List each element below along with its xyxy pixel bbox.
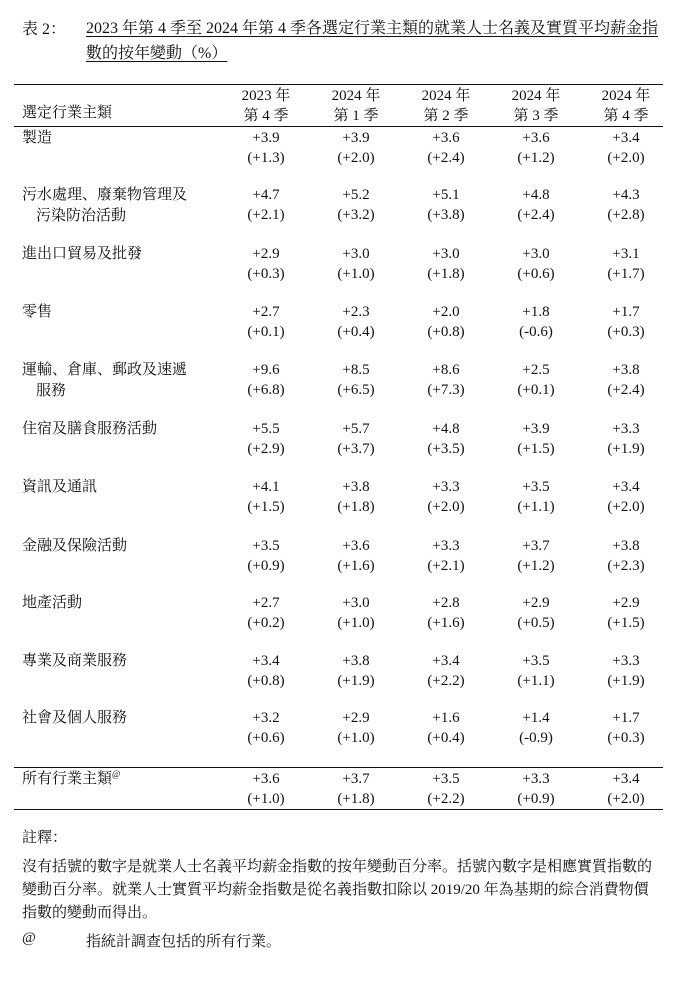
real-change: (+2.1) [247, 207, 285, 223]
nominal-change: +5.1 [432, 187, 460, 203]
value-cell [586, 769, 666, 809]
row-header-label: 選定行業主類 [22, 105, 113, 121]
real-change: (+1.2) [517, 558, 555, 574]
real-change: (+0.4) [427, 730, 465, 746]
nominal-change: +3.6 [342, 538, 370, 554]
real-change: (+1.0) [337, 730, 375, 746]
nominal-change: +3.2 [252, 710, 280, 726]
real-change: (+1.5) [517, 441, 555, 457]
real-change: (+3.5) [427, 441, 465, 457]
real-change: (+0.1) [517, 382, 555, 398]
footnote-text: 指統計調查包括的所有行業。 [86, 934, 282, 950]
industry-name [22, 477, 222, 498]
column-quarter: 第 4 季 [243, 108, 289, 124]
real-change: (+1.8) [337, 791, 375, 807]
value-cell [586, 536, 666, 576]
real-change: (+1.0) [337, 266, 375, 282]
value-cell [496, 419, 576, 459]
value-cell [406, 477, 486, 517]
real-change: (+3.8) [427, 207, 465, 223]
value-cell [586, 128, 666, 168]
value-cell [496, 593, 576, 633]
nominal-change: +2.5 [522, 362, 550, 378]
real-change: (+2.0) [607, 499, 645, 515]
value-cell [316, 360, 396, 400]
nominal-change: +3.5 [522, 653, 550, 669]
industry-name-line1: 進出口貿易及批發 [22, 246, 143, 262]
real-change: (+2.0) [607, 150, 645, 166]
nominal-change: +5.7 [342, 421, 370, 437]
real-change: (+0.3) [607, 730, 645, 746]
nominal-change: +3.8 [342, 479, 370, 495]
real-change: (+1.7) [607, 266, 645, 282]
value-cell [316, 185, 396, 225]
value-cell [496, 651, 576, 691]
nominal-change: +3.4 [612, 479, 640, 495]
industry-name [22, 419, 222, 440]
column-quarter: 第 4 季 [603, 108, 649, 124]
real-change: (+2.9) [247, 441, 285, 457]
nominal-change: +3.8 [612, 362, 640, 378]
nominal-change: +9.6 [252, 362, 280, 378]
industry-name [22, 302, 222, 323]
nominal-change: +3.3 [432, 479, 460, 495]
value-cell [316, 651, 396, 691]
real-change: (+1.9) [607, 673, 645, 689]
nominal-change: +2.0 [432, 304, 460, 320]
value-cell [316, 708, 396, 748]
nominal-change: +3.0 [522, 246, 550, 262]
value-cell [316, 593, 396, 633]
industry-name-line2: 服務 [36, 383, 67, 399]
value-cell [226, 360, 306, 400]
industry-name-line1: 資訊及通訊 [22, 479, 98, 495]
value-cell [586, 360, 666, 400]
nominal-change: +3.3 [522, 771, 550, 787]
real-change: (+2.0) [427, 499, 465, 515]
nominal-change: +3.5 [432, 771, 460, 787]
real-change: (+3.7) [337, 441, 375, 457]
value-cell [406, 593, 486, 633]
nominal-change: +3.3 [432, 538, 460, 554]
nominal-change: +3.5 [522, 479, 550, 495]
real-change: (+1.6) [337, 558, 375, 574]
real-change: (+1.9) [607, 441, 645, 457]
real-change: (+2.8) [607, 207, 645, 223]
industry-name-line1: 地產活動 [22, 595, 83, 611]
industry-name-line2: 污染防治活動 [36, 208, 127, 224]
real-change: (-0.6) [519, 324, 553, 340]
nominal-change: +8.5 [342, 362, 370, 378]
industry-name [22, 708, 222, 729]
real-change: (+1.8) [337, 499, 375, 515]
real-change: (+1.8) [427, 266, 465, 282]
value-cell [586, 477, 666, 517]
industry-name-line1: 住宿及膳食服務活動 [22, 421, 158, 437]
real-change: (+0.9) [247, 558, 285, 574]
value-cell [496, 536, 576, 576]
industry-name-line1: 污水處理、廢棄物管理及 [22, 187, 188, 203]
industry-name-line1: 金融及保險活動 [22, 538, 128, 554]
value-cell [316, 477, 396, 517]
real-change: (+0.4) [337, 324, 375, 340]
value-cell [226, 593, 306, 633]
value-cell [226, 128, 306, 168]
real-change: (+2.4) [607, 382, 645, 398]
value-cell [496, 128, 576, 168]
real-change: (+1.5) [607, 615, 645, 631]
nominal-change: +3.4 [252, 653, 280, 669]
bottom-rule [14, 809, 663, 810]
nominal-change: +2.7 [252, 304, 280, 320]
value-cell [406, 419, 486, 459]
nominal-change: +3.3 [612, 653, 640, 669]
real-change: (+1.1) [517, 499, 555, 515]
industry-name-line1: 專業及商業服務 [22, 653, 128, 669]
value-cell [586, 302, 666, 342]
nominal-change: +3.6 [432, 130, 460, 146]
footnote-symbol: @ [22, 930, 36, 946]
nominal-change: +3.8 [342, 653, 370, 669]
value-cell [496, 769, 576, 809]
value-cell [316, 128, 396, 168]
real-change: (+1.1) [517, 673, 555, 689]
nominal-change: +3.1 [612, 246, 640, 262]
value-cell [586, 593, 666, 633]
real-change: (+3.2) [337, 207, 375, 223]
nominal-change: +1.4 [522, 710, 550, 726]
table-title: 2023 年第 4 季至 2024 年第 4 季各選定行業主類的就業人士名義及實質平均薪金指數的按年變動（%） [86, 20, 659, 62]
column-quarter: 第 2 季 [423, 108, 469, 124]
nominal-change: +2.9 [522, 595, 550, 611]
value-cell [226, 536, 306, 576]
nominal-change: +4.1 [252, 479, 280, 495]
nominal-change: +2.8 [432, 595, 460, 611]
industry-name [22, 651, 222, 672]
column-header [226, 86, 306, 126]
nominal-change: +5.2 [342, 187, 370, 203]
value-cell [406, 302, 486, 342]
value-cell [226, 477, 306, 517]
nominal-change: +3.7 [522, 538, 550, 554]
value-cell [496, 244, 576, 284]
value-cell [226, 651, 306, 691]
top-rule [14, 84, 663, 85]
real-change: (+0.9) [517, 791, 555, 807]
nominal-change: +2.3 [342, 304, 370, 320]
value-cell [406, 769, 486, 809]
real-change: (+0.2) [247, 615, 285, 631]
value-cell [316, 302, 396, 342]
column-header [496, 86, 576, 126]
real-change: (+1.3) [247, 150, 285, 166]
nominal-change: +3.9 [342, 130, 370, 146]
industry-name-line1: 製造 [22, 130, 53, 146]
nominal-change: +3.7 [342, 771, 370, 787]
nominal-change: +1.6 [432, 710, 460, 726]
value-cell [586, 185, 666, 225]
real-change: (+2.2) [427, 791, 465, 807]
industry-name-line1: 社會及個人服務 [22, 710, 128, 726]
notes-heading: 註釋： [22, 830, 68, 846]
column-quarter: 第 1 季 [333, 108, 379, 124]
real-change: (-0.9) [519, 730, 553, 746]
value-cell [316, 769, 396, 809]
column-header [406, 86, 486, 126]
nominal-change: +4.3 [612, 187, 640, 203]
value-cell [586, 244, 666, 284]
value-cell [316, 536, 396, 576]
column-year: 2023 年 [241, 88, 291, 104]
real-change: (+6.8) [247, 382, 285, 398]
nominal-change: +4.7 [252, 187, 280, 203]
real-change: (+1.0) [337, 615, 375, 631]
nominal-change: +1.7 [612, 304, 640, 320]
nominal-change: +4.8 [522, 187, 550, 203]
real-change: (+0.5) [517, 615, 555, 631]
real-change: (+1.5) [247, 499, 285, 515]
industry-name [22, 360, 222, 402]
value-cell [496, 360, 576, 400]
value-cell [496, 185, 576, 225]
table-label: 表 2： [22, 21, 67, 38]
value-cell [406, 536, 486, 576]
nominal-change: +3.5 [252, 538, 280, 554]
industry-name [22, 185, 222, 227]
column-header [586, 86, 666, 126]
value-cell [226, 769, 306, 809]
industry-name [22, 536, 222, 557]
column-quarter: 第 3 季 [513, 108, 559, 124]
real-change: (+0.6) [247, 730, 285, 746]
real-change: (+2.4) [517, 207, 555, 223]
value-cell [406, 651, 486, 691]
value-cell [316, 244, 396, 284]
real-change: (+1.0) [247, 791, 285, 807]
nominal-change: +3.4 [432, 653, 460, 669]
industry-name-line1: 運輸、倉庫、郵政及速遞 [22, 362, 188, 378]
nominal-change: +3.9 [522, 421, 550, 437]
footnote-marker: @ [112, 769, 121, 779]
nominal-change: +3.8 [612, 538, 640, 554]
nominal-change: +3.0 [432, 246, 460, 262]
real-change: (+7.3) [427, 382, 465, 398]
industry-name [22, 593, 222, 614]
real-change: (+1.6) [427, 615, 465, 631]
real-change: (+2.3) [607, 558, 645, 574]
real-change: (+0.8) [427, 324, 465, 340]
value-cell [496, 708, 576, 748]
value-cell [496, 302, 576, 342]
real-change: (+1.2) [517, 150, 555, 166]
real-change: (+0.6) [517, 266, 555, 282]
nominal-change: +8.6 [432, 362, 460, 378]
real-change: (+0.3) [607, 324, 645, 340]
value-cell [406, 708, 486, 748]
header-rule [14, 126, 663, 127]
real-change: (+2.0) [337, 150, 375, 166]
total-rule [14, 767, 663, 768]
nominal-change: +2.9 [252, 246, 280, 262]
value-cell [226, 244, 306, 284]
column-year: 2024 年 [331, 88, 381, 104]
value-cell [226, 708, 306, 748]
nominal-change: +5.5 [252, 421, 280, 437]
nominal-change: +1.8 [522, 304, 550, 320]
nominal-change: +3.3 [612, 421, 640, 437]
real-change: (+2.2) [427, 673, 465, 689]
real-change: (+6.5) [337, 382, 375, 398]
column-year: 2024 年 [601, 88, 651, 104]
nominal-change: +3.9 [252, 130, 280, 146]
real-change: (+2.0) [607, 791, 645, 807]
nominal-change: +3.0 [342, 595, 370, 611]
industry-name [22, 769, 222, 790]
industry-name [22, 244, 222, 265]
column-header [316, 86, 396, 126]
value-cell [406, 360, 486, 400]
notes-body: 沒有括號的數字是就業人士名義平均薪金指數的按年變動百分率。括號內數字是相應實質指數的變動百分率。就業人士實質平均薪金指數是從名義指數扣除以 2019/20 年為基期的綜合消費物價指數的變動而得出。 [22, 859, 653, 921]
value-cell [406, 128, 486, 168]
nominal-change: +3.4 [612, 130, 640, 146]
nominal-change: +2.7 [252, 595, 280, 611]
nominal-change: +3.0 [342, 246, 370, 262]
value-cell [316, 419, 396, 459]
nominal-change: +4.8 [432, 421, 460, 437]
industry-name-line1: 所有行業主類 [22, 771, 113, 787]
industry-name-line1: 零售 [22, 304, 53, 320]
column-year: 2024 年 [511, 88, 561, 104]
value-cell [226, 419, 306, 459]
value-cell [406, 185, 486, 225]
value-cell [226, 185, 306, 225]
column-year: 2024 年 [421, 88, 471, 104]
real-change: (+1.9) [337, 673, 375, 689]
value-cell [586, 708, 666, 748]
industry-name [22, 128, 222, 149]
value-cell [496, 477, 576, 517]
real-change: (+0.1) [247, 324, 285, 340]
nominal-change: +1.7 [612, 710, 640, 726]
real-change: (+0.8) [247, 673, 285, 689]
nominal-change: +2.9 [342, 710, 370, 726]
real-change: (+2.1) [427, 558, 465, 574]
nominal-change: +3.6 [522, 130, 550, 146]
nominal-change: +2.9 [612, 595, 640, 611]
value-cell [586, 419, 666, 459]
nominal-change: +3.6 [252, 771, 280, 787]
real-change: (+2.4) [427, 150, 465, 166]
real-change: (+0.3) [247, 266, 285, 282]
value-cell [406, 244, 486, 284]
value-cell [226, 302, 306, 342]
value-cell [586, 651, 666, 691]
nominal-change: +3.4 [612, 771, 640, 787]
